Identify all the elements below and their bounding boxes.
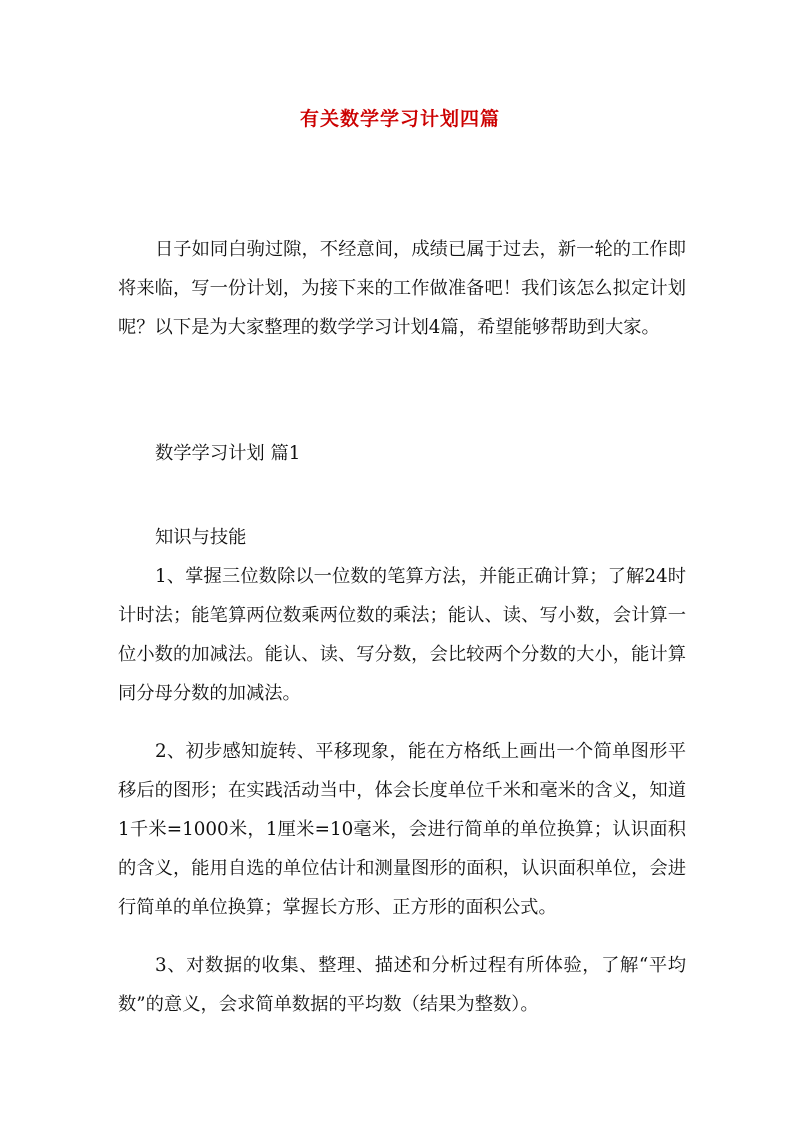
document-title: 有关数学学习计划四篇	[299, 108, 500, 130]
paragraph-1: 1、掌握三位数除以一位数的笔算方法，并能正确计算；了解24时计时法；能笔算两位数乘两位数的乘法；能认、读、写小数，会计算一位小数的加减法。能认、读、写分数，会比较两个分数的大小，能计算同分母分数的加减法。	[118, 566, 686, 704]
intro-paragraph: 日子如同白驹过隙，不经意间，成绩已属于过去，新一轮的工作即将来临，写一份计划，为接下来的工作做准备吧！我们该怎么拟定计划呢？以下是为大家整理的数学学习计划4篇，希望能够帮助到大家。	[118, 239, 686, 338]
section-heading: 数学学习计划 篇1	[155, 443, 301, 464]
paragraph-2: 2、初步感知旋转、平移现象，能在方格纸上画出一个简单图形平移后的图形；在实践活动当中，体会长度单位千米和毫米的含义，知道1千米=1000米，1厘米=10毫米，会进行简单的单位换算；认识面积的含义，能用自选的单位估计和测量图形的面积，认识面积单位，会进行简单的单位换算；掌握长方形、正方形的面积公式。	[118, 741, 686, 918]
paragraph-3: 3、对数据的收集、整理、描述和分析过程有所体验，了解“平均数”的意义，会求简单数据的平均数（结果为整数）。	[118, 955, 686, 1015]
sub-heading: 知识与技能	[155, 527, 247, 548]
